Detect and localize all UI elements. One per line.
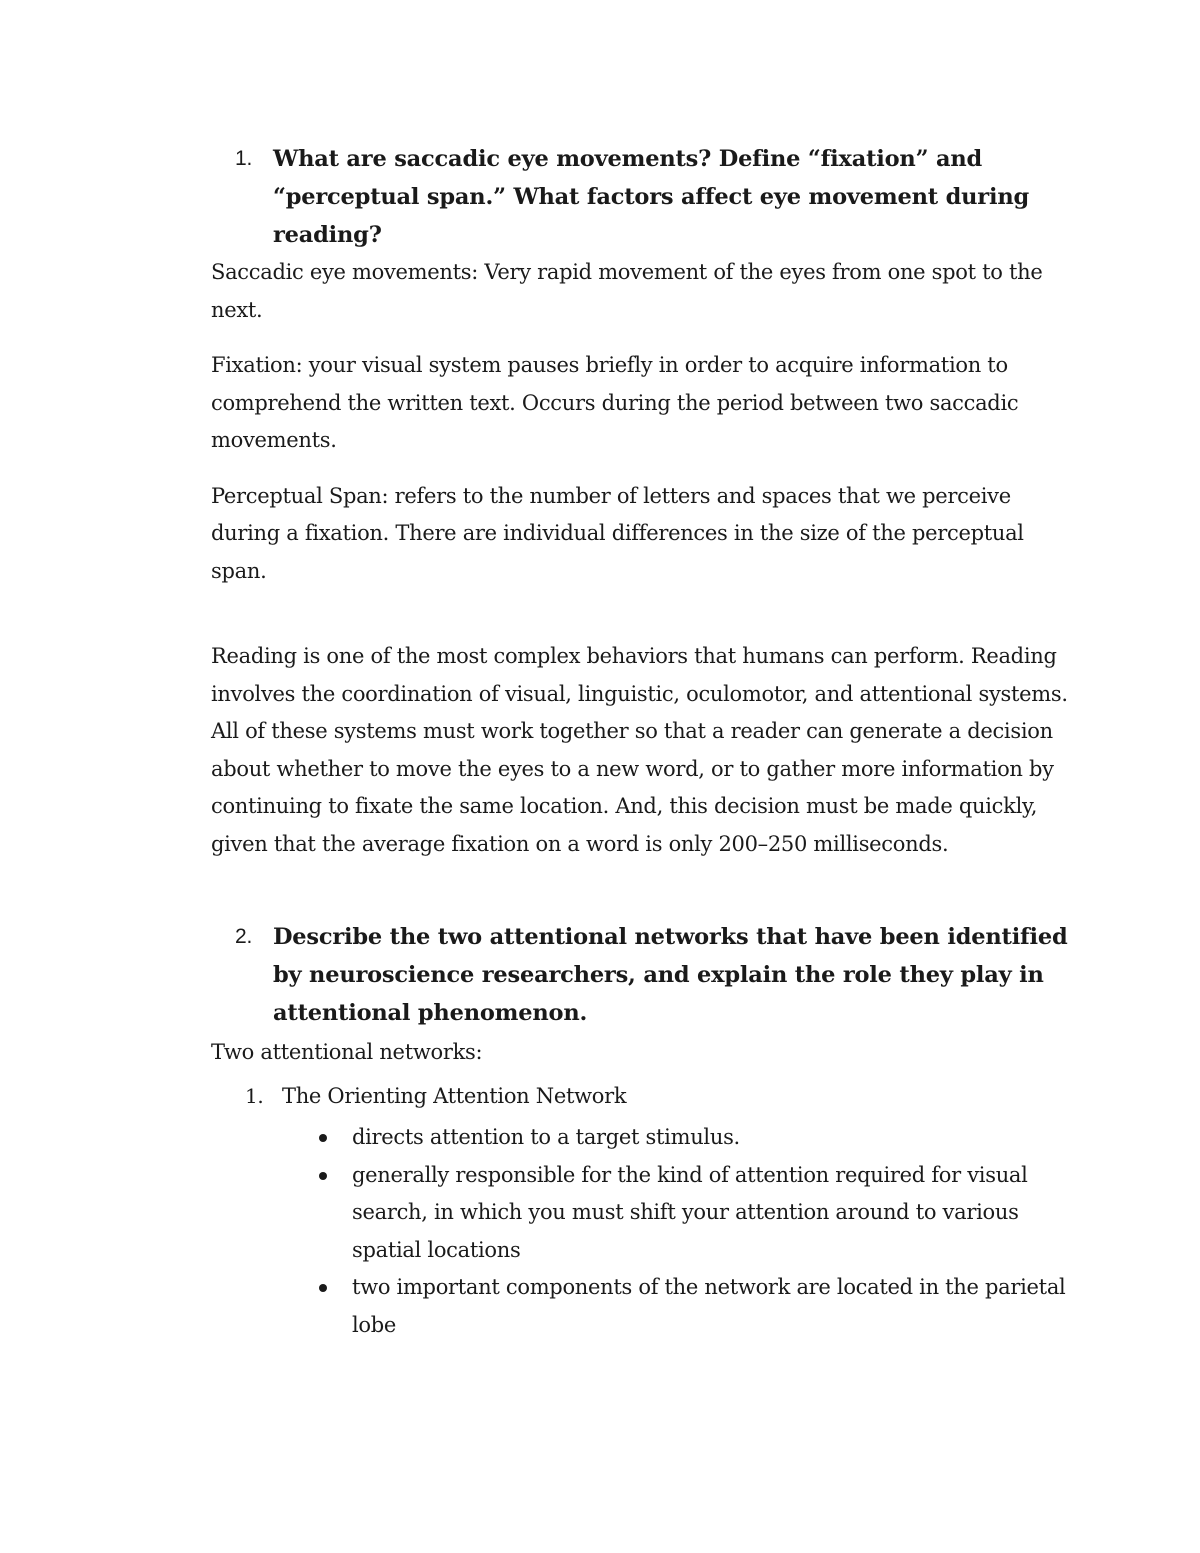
question-text: What are saccadic eye movements? Define “fixation” and “perceptual span.” What factors affect eye movement during reading? [273,146,1030,248]
bullet-icon [319,1284,327,1292]
question-2 [211,918,1071,1032]
networks-intro: Two attentional networks: [211,1040,483,1064]
networks-list [211,1078,1071,1116]
list-item [211,1119,1071,1157]
fixation-definition: Fixation: your visual system pauses briefly in order to acquire information to comprehend the written text. Occurs during the period between two saccadic movements. [211,353,1019,452]
question-text: Describe the two attentional networks that have been identified by neuroscience researchers, and explain the role they play in attentional phenomenon. [273,924,1068,1026]
question-number: 1. [235,147,253,170]
question-number: 2. [235,925,253,948]
bullet-icon [319,1134,327,1142]
perceptual-span-definition: Perceptual Span: refers to the number of letters and spaces that we perceive during a fixation. There are individual differences in the size of the perceptual span. [211,483,1024,583]
bullet-icon [319,1172,327,1180]
list-item [211,1157,1071,1270]
list-item [211,1078,1071,1116]
network-name: The Orienting Attention Network [282,1083,627,1108]
bullet-text: directs attention to a target stimulus. [352,1125,740,1149]
reading-paragraph: Reading is one of the most complex behaviors that humans can perform. Reading involves the coordination of visual, linguistic, oculomotor, and attentional systems. All of these systems must work together so that a reader can generate a decision about whether to move the eyes to a new word, or to gather more information by continuing to fixate the same location. And, this decision must be made quickly, given that the average fixation on a word is only 200–250 milliseconds. [211,644,1068,856]
bullet-text: two important components of the network are located in the parietal lobe [352,1275,1066,1337]
network-bullets [211,1119,1071,1344]
document-page [211,140,1071,1344]
list-item [211,1269,1071,1344]
list-item-number: 1. [245,1083,264,1108]
bullet-text: generally responsible for the kind of attention required for visual search, in which you must shift your attention around to various spatial locations [352,1162,1028,1262]
question-1 [211,140,1071,254]
saccadic-definition: Saccadic eye movements: Very rapid movement of the eyes from one spot to the next. [211,260,1043,322]
